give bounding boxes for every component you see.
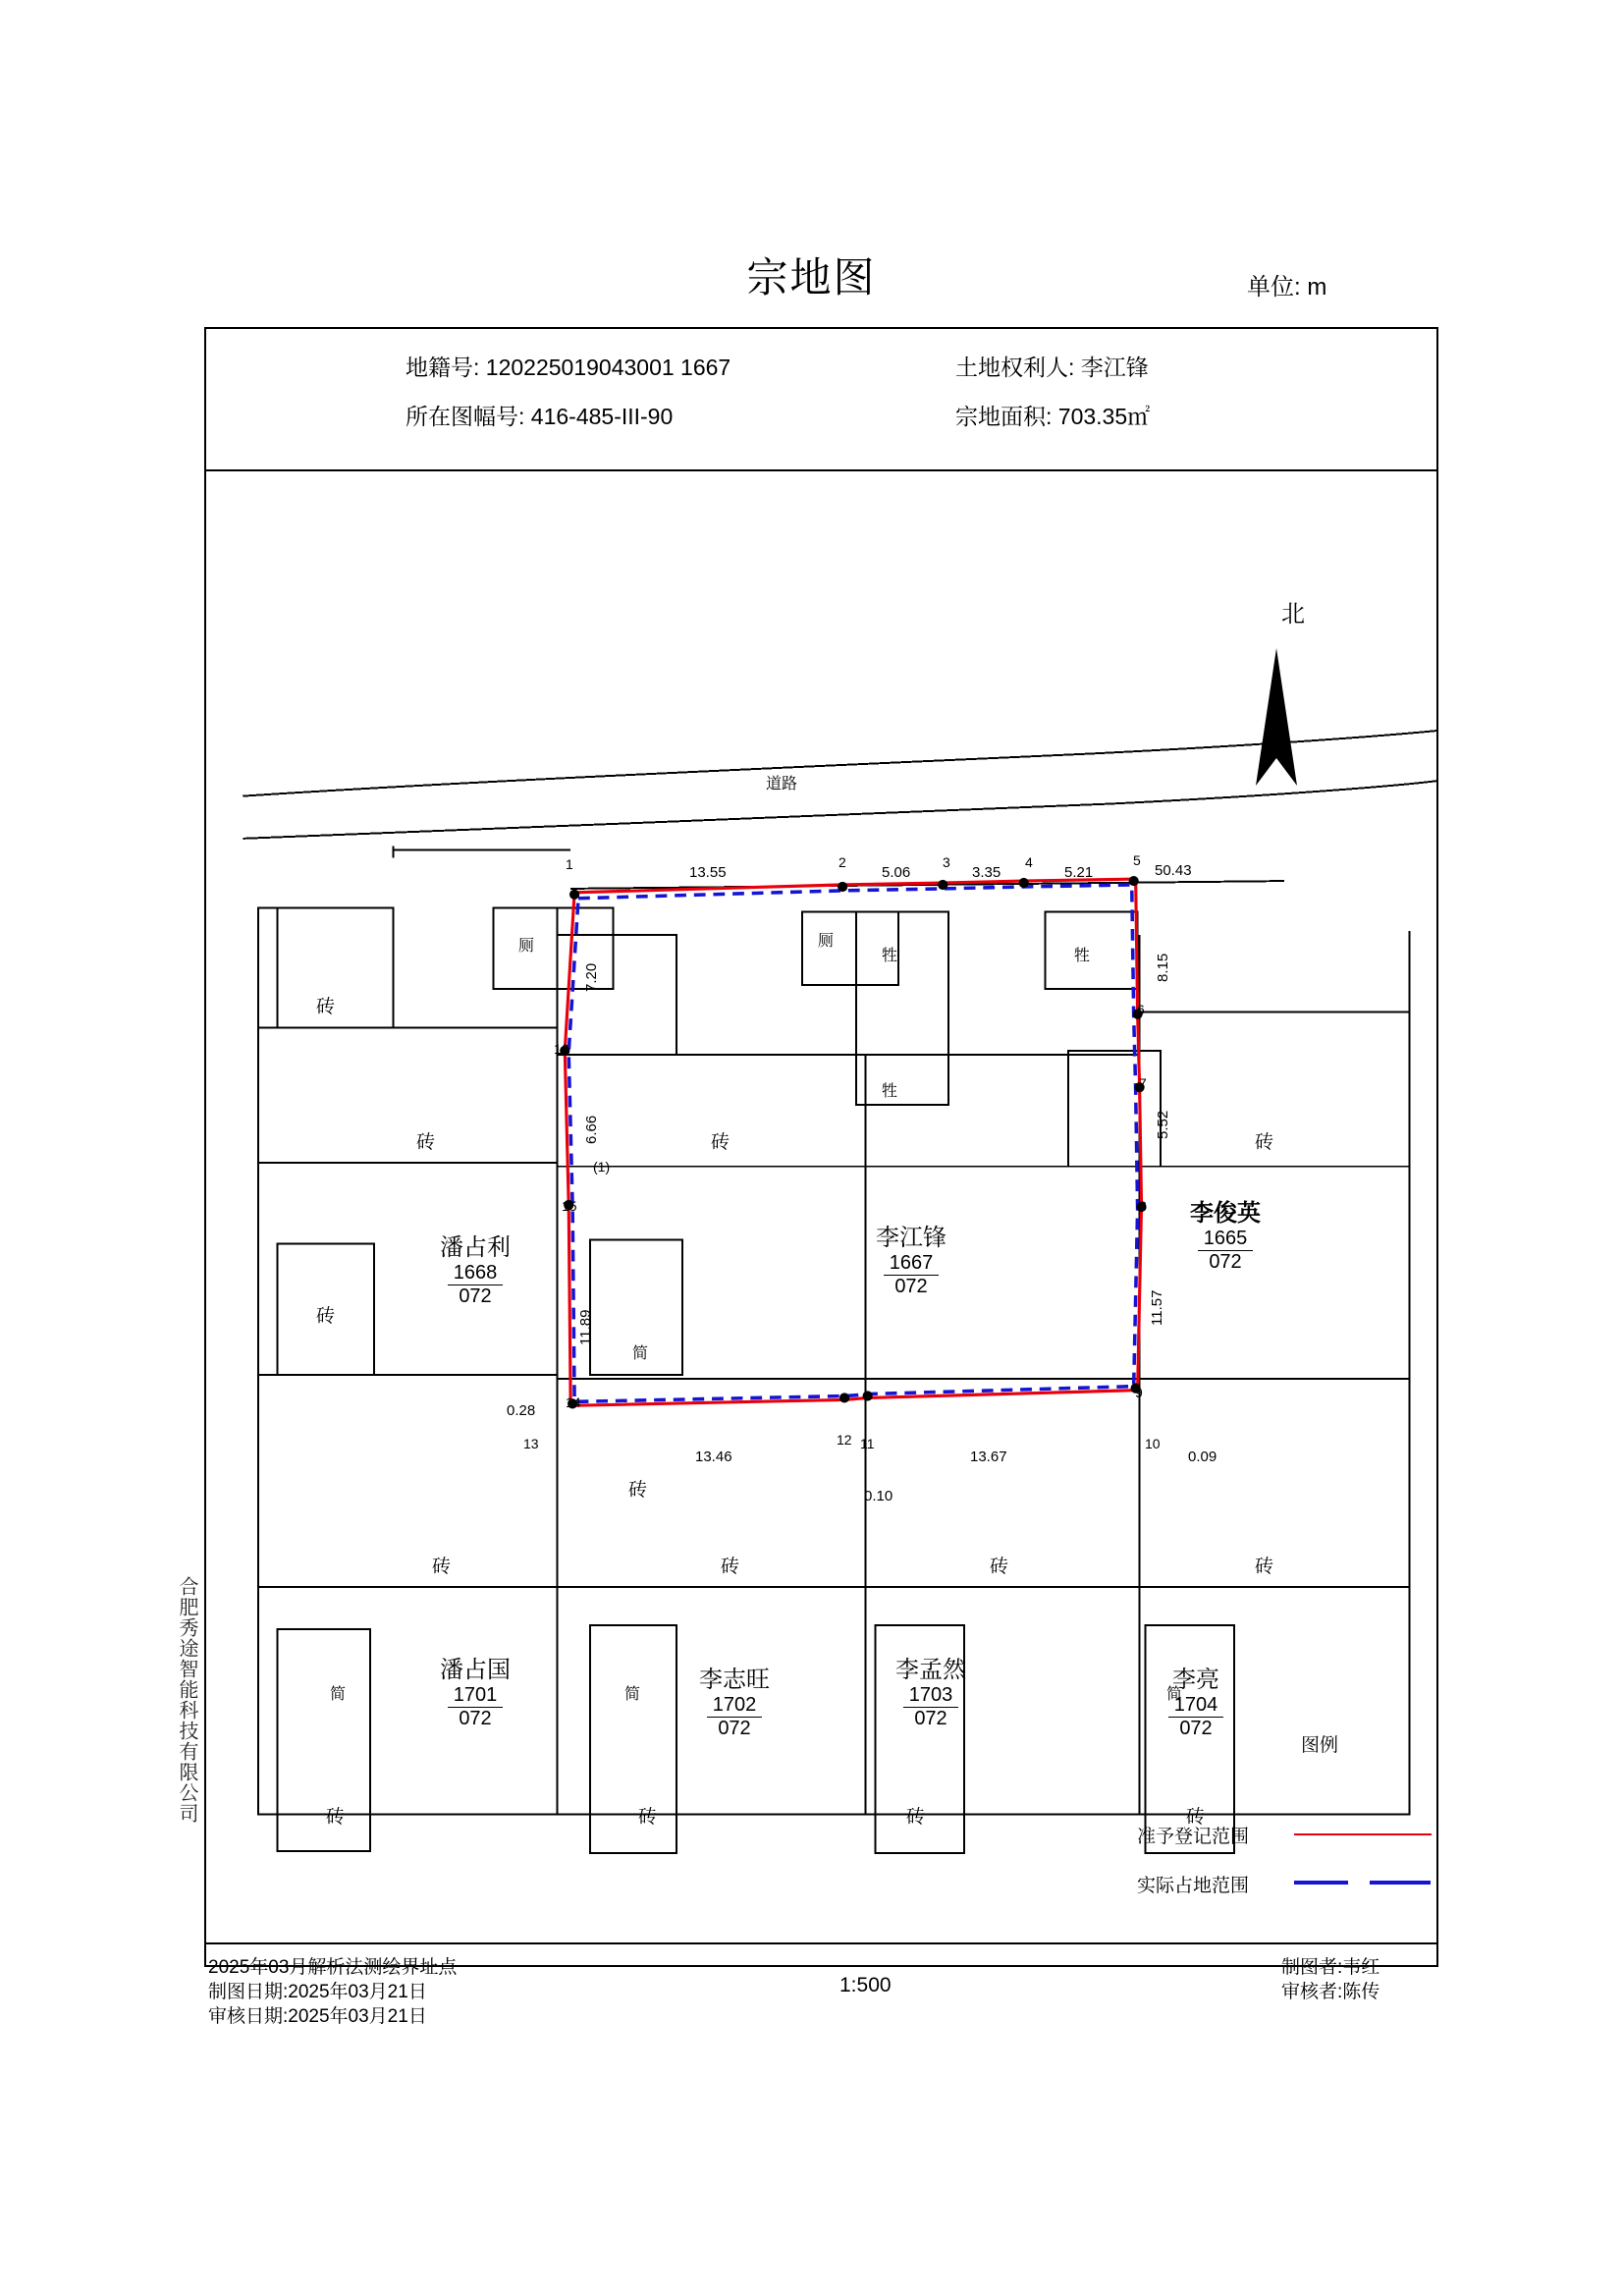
point-number: 15 xyxy=(562,1198,577,1214)
parcel-name: 潘占国 xyxy=(440,1657,511,1683)
parcel-code: 072 xyxy=(914,1708,947,1729)
parcel-code: 072 xyxy=(1209,1251,1242,1273)
parcel-liliang xyxy=(1117,1660,1274,1740)
structure-label: 牲 xyxy=(882,948,898,964)
point-number: 16 xyxy=(554,1041,569,1057)
parcel-code: 072 xyxy=(459,1708,492,1729)
parcel-id: 1667 xyxy=(884,1252,940,1276)
structure-label: 简 xyxy=(330,1686,347,1703)
cadastral-number xyxy=(406,350,730,382)
point-number: 11 xyxy=(860,1436,875,1451)
dimension-label: 11.57 xyxy=(1149,1289,1165,1326)
parcel-limengran xyxy=(852,1650,1009,1730)
structure-label: 砖 xyxy=(316,997,336,1017)
point-number: 7 xyxy=(1139,1075,1147,1091)
structure-label: 牲 xyxy=(1074,948,1091,964)
parcel-code: 072 xyxy=(894,1276,928,1297)
drawer-label: 制图者:韦红 xyxy=(1281,1957,1380,1978)
structure-label: 砖 xyxy=(628,1480,648,1501)
structure-label: 砖 xyxy=(1255,1132,1274,1153)
parcel-name: 李俊英 xyxy=(1190,1200,1261,1227)
structure-label: 砖 xyxy=(316,1306,336,1327)
point-number: 14 xyxy=(566,1394,581,1410)
point-number: 5 xyxy=(1133,852,1141,868)
parcel-name: 李志旺 xyxy=(699,1667,770,1693)
structure-label: 厕 xyxy=(518,938,535,955)
parcel-map xyxy=(204,471,1438,1942)
dimension-label: 0.28 xyxy=(507,1402,536,1419)
parcel-area xyxy=(955,399,1150,431)
dimension-label: 7.20 xyxy=(583,962,600,992)
structure-label: 砖 xyxy=(906,1807,926,1828)
point-number: 13 xyxy=(523,1436,539,1451)
parcel-id: 1703 xyxy=(903,1684,959,1708)
owner xyxy=(955,350,1149,382)
dimension-label: 0.09 xyxy=(1188,1449,1217,1465)
dimension-label: 13.55 xyxy=(689,864,727,881)
unit-label: 单位: m xyxy=(1247,274,1327,301)
cadastral-label: 地籍号: xyxy=(406,355,480,380)
structure-label: 简 xyxy=(632,1345,649,1362)
structure-label: 砖 xyxy=(1255,1557,1274,1577)
point-number: 9 xyxy=(1135,1385,1143,1400)
north-label: 北 xyxy=(1281,601,1305,628)
dimension-label: (1) xyxy=(593,1159,611,1175)
structure-label: 简 xyxy=(624,1686,641,1703)
structure-label: 砖 xyxy=(416,1132,436,1153)
sheet-label: 所在图幅号: xyxy=(406,404,525,429)
parcel-id: 1702 xyxy=(707,1694,763,1718)
point-number: 6 xyxy=(1137,1002,1145,1017)
scale-label: 1:500 xyxy=(839,1974,892,1996)
parcel-lijunying xyxy=(1147,1193,1304,1274)
structure-label: 厕 xyxy=(818,933,835,950)
dimension-label: 5.21 xyxy=(1064,864,1094,881)
check-date: 审核日期:2025年03月21日 xyxy=(208,2006,427,2027)
area-label: 宗地面积: xyxy=(955,404,1053,429)
structure-label: 牲 xyxy=(882,1083,898,1100)
structure-label: 砖 xyxy=(990,1557,1009,1577)
dimension-label: 0.10 xyxy=(864,1488,893,1504)
dimension-label: 13.67 xyxy=(970,1449,1007,1465)
page-title: 宗地图 xyxy=(746,254,877,301)
dimension-label: 3.35 xyxy=(972,864,1001,881)
dimension-label: 13.46 xyxy=(695,1449,732,1465)
point-number: 2 xyxy=(839,854,846,870)
parcel-panzhanli xyxy=(397,1228,554,1308)
parcel-id: 1665 xyxy=(1198,1228,1254,1251)
structure-label: 砖 xyxy=(1186,1807,1206,1828)
parcel-name: 李孟然 xyxy=(895,1657,966,1683)
sheet-value: 416-485-III-90 xyxy=(530,404,674,429)
draw-date: 制图日期:2025年03月21日 xyxy=(208,1982,427,2002)
parcel-name: 李亮 xyxy=(1172,1667,1219,1693)
point-number: 8 xyxy=(1139,1198,1147,1214)
sheet-number xyxy=(406,399,673,431)
point-number: 10 xyxy=(1145,1436,1161,1451)
structure-label: 砖 xyxy=(638,1807,658,1828)
company-watermark: 合肥秀途智能科技有限公司 xyxy=(176,1576,197,1824)
parcel-code: 072 xyxy=(718,1718,751,1739)
road-label: 道路 xyxy=(766,776,798,793)
legend-title: 图例 xyxy=(1301,1735,1339,1756)
point-number: 4 xyxy=(1025,854,1033,870)
structure-label: 砖 xyxy=(721,1557,740,1577)
structure-label: 砖 xyxy=(711,1132,730,1153)
cadastral-value: 120225019043001 1667 xyxy=(485,355,731,380)
structure-label: 砖 xyxy=(326,1807,346,1828)
parcel-id: 1701 xyxy=(448,1684,504,1708)
point-number: 12 xyxy=(837,1432,852,1448)
owner-label: 土地权利人: xyxy=(955,355,1075,380)
area-value: 703.35㎡ xyxy=(1057,404,1151,429)
parcel-id: 1704 xyxy=(1168,1694,1224,1718)
parcel-id: 1668 xyxy=(448,1262,504,1285)
parcel-name: 李江锋 xyxy=(876,1225,947,1251)
dimension-label: 11.89 xyxy=(577,1309,594,1345)
parcel-lizhiwang xyxy=(656,1660,813,1740)
dimension-label: 6.66 xyxy=(583,1115,600,1144)
dimension-label: 50.43 xyxy=(1155,862,1192,879)
point-number: 3 xyxy=(943,854,950,870)
checker-label: 审核者:陈传 xyxy=(1281,1982,1380,2002)
header-band xyxy=(204,327,1438,471)
legend-item-label-2: 实际占地范围 xyxy=(1137,1876,1250,1896)
dimension-label: 5.52 xyxy=(1155,1110,1171,1139)
parcel-panzhanguo xyxy=(397,1650,554,1730)
owner-value: 李江锋 xyxy=(1080,355,1149,380)
point-number: 1 xyxy=(566,856,573,872)
dimension-label: 5.06 xyxy=(882,864,911,881)
dimension-label: 8.15 xyxy=(1155,953,1171,982)
structure-label: 砖 xyxy=(432,1557,452,1577)
parcel-lijiangfeng xyxy=(833,1218,990,1298)
structure-label: 简 xyxy=(1166,1686,1183,1703)
parcel-name: 潘占利 xyxy=(440,1234,511,1261)
parcel-code: 072 xyxy=(459,1285,492,1307)
parcel-code: 072 xyxy=(1179,1718,1213,1739)
survey-note: 2025年03月解析法测绘界址点 xyxy=(208,1957,458,1978)
legend-item-label-1: 准予登记范围 xyxy=(1137,1827,1250,1847)
